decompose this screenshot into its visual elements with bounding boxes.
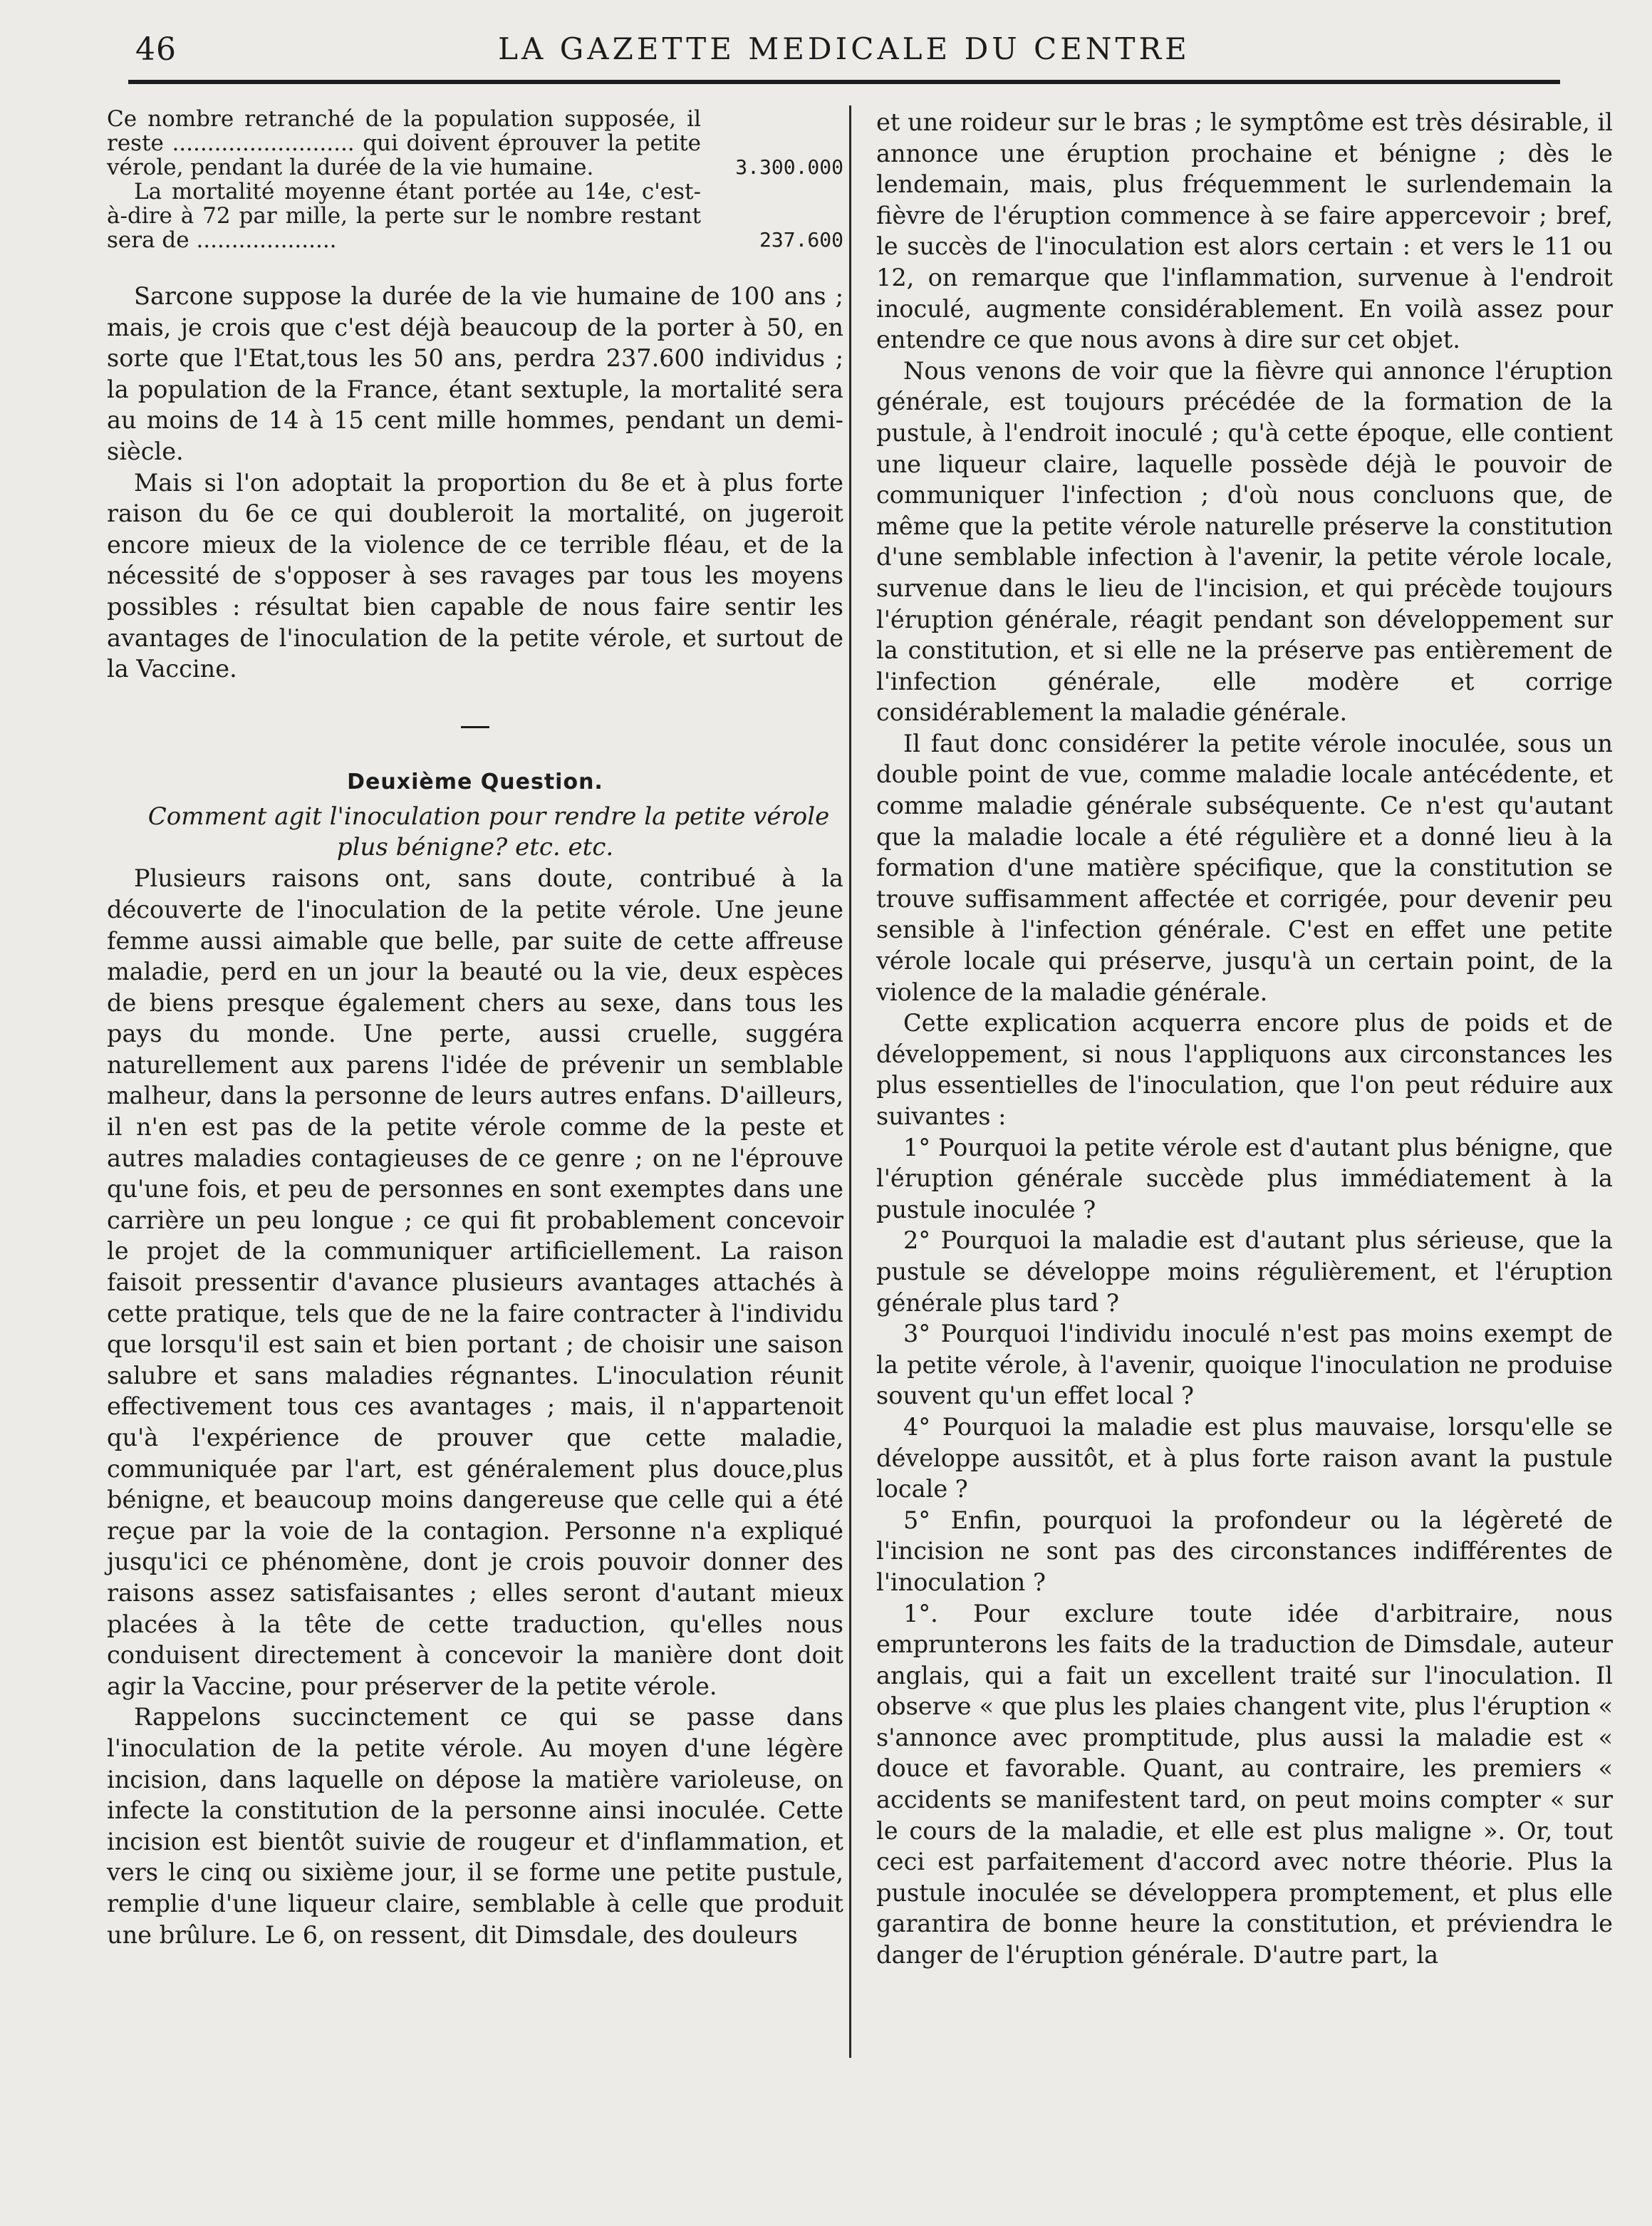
column-divider: [849, 105, 851, 2058]
page-header: [135, 29, 1553, 73]
paragraph: Cette explication acquerra encore plus de poids et de développement, si nous l'appliquons aux circonstances les plus essentielles de l'inoculation, que l'on peut réduire aux suivantes :: [876, 1009, 1613, 1130]
question-item: 3° Pourquoi l'individu inoculé n'est pas moins exempt de la petite vérole, à l'avenir, quoique l'inoculation ne produise souvent qu'un effet local ?: [876, 1320, 1613, 1410]
paragraph: 1°. Pour exclure toute idée d'arbitraire, nous emprunterons les faits de la traduction de Dimsdale, auteur anglais, qui a fait un excellent traité sur l'inoculation. Il observe « que plus les plaies changent vite, plus l'éruption « s'annonce avec promptitude, plus aussi la maladie est « douce et favorable. Quant, au contraire, les premiers « accidents se manifestent tard, on peut moins compter « sur le cours de la maladie, et elle est plus maligne ». Or, tout ceci est parfaitement d'accord avec notre théorie. Plus la pustule inoculée se développera promptement, et plus elle garantira de bonne heure la constitution, et préviendra le danger de l'éruption générale. D'autre part, la: [876, 1599, 1613, 1969]
population-row-text: La mortalité moyenne étant portée au 14e, c'est-à-dire à 72 par mille, la perte sur le nombre restant sera de ....................: [107, 179, 701, 253]
journal-title: LA GAZETTE MEDICALE DU CENTRE: [498, 31, 1190, 66]
header-rule: [128, 80, 1560, 84]
paragraph: et une roideur sur le bras ; le symptôme est très désirable, il annonce une éruption prochaine et bénigne ; dès le lendemain, mais, plus fréquemment le surlendemain la fièvre de l'éruption commence à se faire appercevoir ; bref, le succès de l'inoculation est alors certain : et vers le 11 ou 12, on remarque que l'inflammation, survenue à l'endroit inoculé, augmente considérablement. En voilà assez pour entendre ce que nous avons à dire sur cet objet.: [876, 108, 1613, 354]
population-row: [107, 180, 843, 252]
population-row-text: Ce nombre retranché de la population supposée, il reste .......................... qui doivent éprouver la petite vérole, pendant la durée de la vie humaine.: [107, 106, 701, 180]
question-item: 2° Pourquoi la maladie est d'autant plus sérieuse, que la pustule se développe moins régulièrement, et l'éruption générale plus tard ?: [876, 1226, 1613, 1317]
paragraph: Rappelons succinctement ce qui se passe dans l'inoculation de la petite vérole. Au moyen d'une légère incision, dans laquelle on dépose la matière varioleuse, on infecte la constitution de la personne ainsi inoculée. Cette incision est bientôt suivie de rougeur et d'inflammation, et vers le cinq ou sixième jour, il se forme une petite pustule, remplie d'une liqueur claire, semblable à celle que produit une brûlure. Le 6, on ressent, dit Dimsdale, des douleurs: [107, 1703, 843, 1949]
paragraph: Nous venons de voir que la fièvre qui annonce l'éruption générale, est toujours précédée de la formation de la pustule, à l'endroit inoculé ; qu'à cette époque, elle contient une liqueur claire, laquelle possède déjà le pouvoir de communiquer l'infection ; d'où nous concluons que, de même que la petite vérole naturelle préserve la constitution d'une semblable infection à l'avenir, la petite vérole locale, survenue dans le lieu de l'incision, et qui précède toujours l'éruption générale, réagit pendant son développement sur la constitution, et si elle ne la préserve pas entièrement de l'infection générale, elle modère et corrige considérablement la maladie générale.: [876, 356, 1613, 727]
question-item: 1° Pourquoi la petite vérole est d'autant plus bénigne, que l'éruption générale succède plus immédiatement à la pustule inoculée ?: [876, 1133, 1613, 1223]
section-question: Comment agit l'inoculation pour rendre la petite vérole plus bénigne? etc. etc.: [147, 802, 830, 862]
section-separator: [461, 726, 489, 728]
section-heading: Deuxième Question.: [347, 769, 603, 794]
left-column: [107, 107, 843, 1950]
paragraph: Mais si l'on adoptait la proportion du 8e et à plus forte raison du 6e ce qui doubleroit la mortalité, on jugeroit encore mieux de la violence de ce terrible fléau, et de la nécessité de s'opposer à ses ravages par tous les moyens possibles : résultat bien capable de nous faire sentir les avantages de l'inoculation de la petite vérole, et surtout de la Vaccine.: [107, 468, 843, 683]
paragraph: Sarcone suppose la durée de la vie humaine de 100 ans ; mais, je crois que c'est déjà beaucoup de la porter à 50, en sorte que l'Etat,tous les 50 ans, perdra 237.600 individus ; la population de la France, étant sextuple, la mortalité sera au moins de 14 à 15 cent mille hommes, pendant un demi-siècle.: [107, 282, 843, 465]
paragraph: Il faut donc considérer la petite vérole inoculée, sous un double point de vue, comme maladie locale antécédente, et comme maladie générale subséquente. Ce n'est qu'autant que la maladie locale a été régulière et a donné lieu à la formation d'une matière spécifique, que la constitution se trouve suffisamment affectée et corrigée, pour devenir peu sensible à l'infection générale. C'est en effet une petite vérole locale qui préserve, jusqu'à un certain point, de la violence de la maladie générale.: [876, 729, 1613, 1006]
spacer: [107, 252, 843, 281]
question-item: 5° Enfin, pourquoi la profondeur ou la légèreté de l'incision ne sont pas des circonstances indifférentes de l'inoculation ?: [876, 1506, 1613, 1596]
right-column: [876, 107, 1613, 1971]
population-table: [107, 107, 843, 252]
population-row: [107, 107, 843, 180]
page-number: 46: [135, 31, 177, 68]
population-row-value: 237.600: [759, 228, 843, 252]
paragraph: Plusieurs raisons ont, sans doute, contribué à la découverte de l'inoculation de la petite vérole. Une jeune femme aussi aimable que belle, par suite de cette affreuse maladie, perd en un jour la beauté ou la vie, deux espèces de biens presque également chers au sexe, dans tous les pays du monde. Une perte, aussi cruelle, suggéra naturellement aux parens l'idée de prévenir un semblable malheur, dans la personne de leurs autres enfans. D'ailleurs, il n'en est pas de la petite vérole comme de la peste et autres maladies contagieuses de ce genre ; on ne l'éprouve qu'une fois, et peu de personnes en sont exemptes dans une carrière un peu longue ; ce qui fit probablement concevoir le projet de la communiquer artificiellement. La raison faisoit pressentir d'avance plusieurs avantages attachés à cette pratique, tels que de ne la faire contracter à l'individu que lorsqu'il est sain et bien portant ; de choisir une saison salubre et sans maladies régnantes. L'inoculation réunit effectivement tous ces avantages ; mais, il n'appartenoit qu'à l'expérience de prouver que cette maladie, communiquée par l'art, est généralement plus douce,plus bénigne, et beaucoup moins dangereuse que celle qui a été reçue par la voie de la contagion. Personne n'a expliqué jusqu'ici ce phénomène, dont je crois pouvoir donner des raisons assez satisfaisantes ; elles seront d'autant mieux placées à la tête de cette traduction, qu'elles nous conduisent directement à concevoir la manière dont doit agir la Vaccine, pour préserver de la petite vérole.: [107, 864, 843, 1700]
question-item: 4° Pourquoi la maladie est plus mauvaise, lorsqu'elle se développe aussitôt, et à plus forte raison avant la pustule locale ?: [876, 1412, 1613, 1503]
population-row-value: 3.300.000: [735, 155, 843, 179]
